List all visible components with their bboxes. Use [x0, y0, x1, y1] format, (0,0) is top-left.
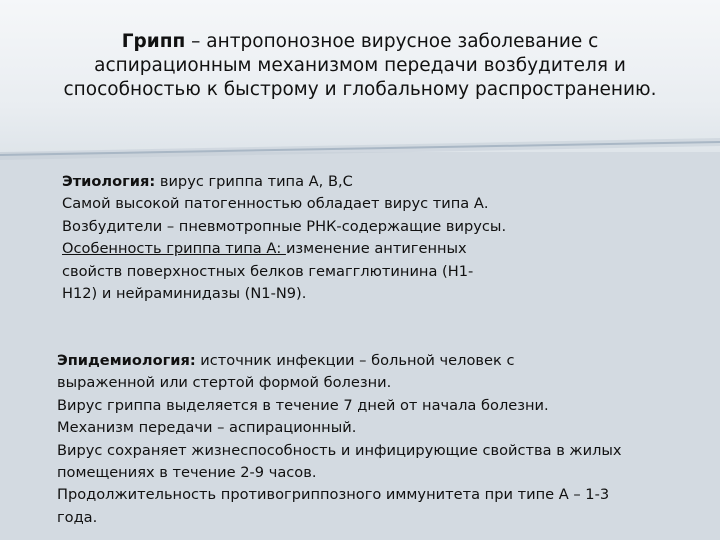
epidemiology-line-5: Вирус сохраняет жизнеспособность и инфицирующие свойства в жилых: [57, 441, 622, 459]
epidemiology-line-2: выраженной или стертой формой болезни.: [57, 374, 392, 392]
epidemiology-line-7: Продолжительность противогриппозного иммунитета при типе А – 1-3: [57, 486, 610, 504]
epidemiology-line-3: Вирус гриппа выделяется в течение 7 дней от начала болезни.: [57, 396, 549, 414]
title-line-1: – антропонозное вирусное заболевание с: [185, 31, 599, 52]
slide-title: [30, 30, 690, 102]
etiology-line-4: изменение антигенных: [285, 240, 467, 258]
etiology-line-6: Н12) и нейраминидазы (N1-N9).: [62, 285, 307, 303]
title-term: Грипп: [121, 31, 186, 52]
epidemiology-line-4: Механизм передачи – аспирационный.: [57, 419, 357, 437]
etiology-feature-label: Особенность гриппа типа А:: [62, 240, 286, 258]
epidemiology-heading: Эпидемиология:: [57, 352, 196, 369]
etiology-heading: Этиология:: [62, 173, 156, 190]
etiology-line-5: свойств поверхностных белков гемагглютинина (Н1-: [62, 262, 474, 280]
epidemiology-line-1: источник инфекции – больной человек с: [195, 352, 515, 369]
title-line-2: аспирационным механизмом передачи возбудителя и: [94, 55, 626, 76]
title-line-3: способностью к быстрому и глобальному распространению.: [63, 79, 657, 100]
etiology-line-1: вирус гриппа типа А, В,С: [155, 173, 353, 190]
etiology-line-3: Возбудители – пневмотропные РНК-содержащие вирусы.: [62, 217, 507, 235]
epidemiology-line-6: помещениях в течение 2-9 часов.: [57, 464, 317, 482]
etiology-section: [62, 171, 506, 305]
epidemiology-section: [57, 350, 622, 529]
etiology-line-2: Самой высокой патогенностью обладает вирус типа А.: [62, 195, 489, 213]
epidemiology-line-8: года.: [57, 508, 98, 526]
